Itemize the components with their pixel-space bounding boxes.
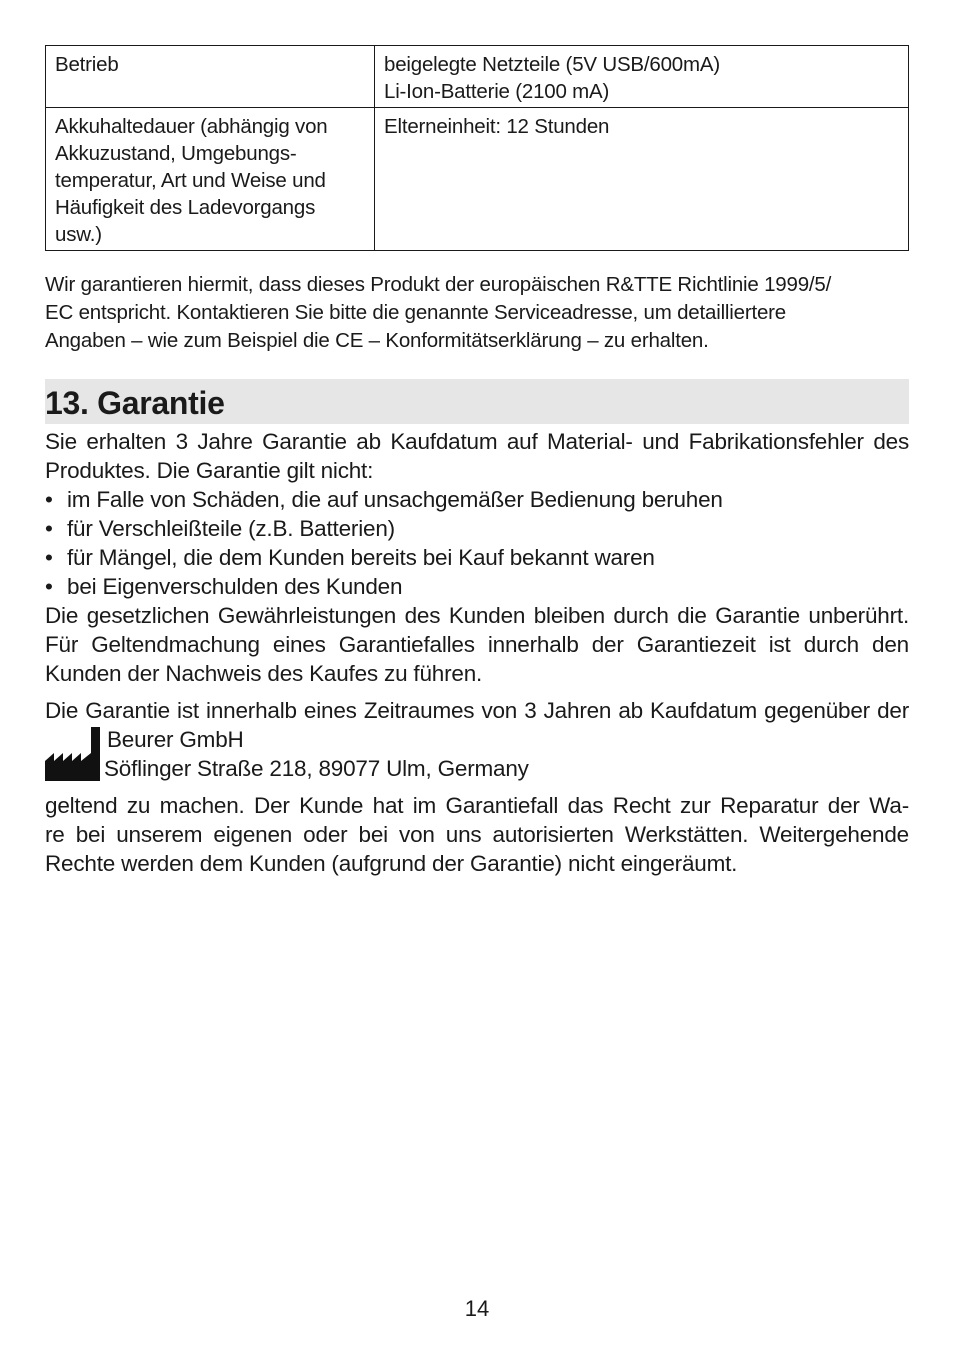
spec-table <box>45 45 909 251</box>
list-item-text: für Verschleißteile (z.B. Batterien) <box>67 516 395 541</box>
cell-line: Elterneinheit: 12 Stunden <box>384 115 610 138</box>
exclusion-list <box>45 485 909 601</box>
cell-line: usw.) <box>55 223 102 246</box>
bullet-icon: • <box>45 574 53 599</box>
table-cell-value <box>375 108 909 251</box>
bullet-icon: • <box>45 545 53 570</box>
cell-line: Betrieb <box>55 53 119 76</box>
table-row <box>46 46 909 108</box>
list-item <box>45 485 909 514</box>
note-line: Wir garantieren hiermit, dass dieses Produkt der europäischen R&TTE Richtlinie 1999/5/ <box>45 273 832 296</box>
table-row <box>46 108 909 251</box>
text-line: re bei unserem eigenen oder bei von uns autorisierten Werkstätten. Weitergehende <box>45 822 909 847</box>
section-title: 13. Garantie <box>45 385 225 421</box>
text-line: geltend zu machen. Der Kunde hat im Garantiefall das Recht zur Reparatur der Wa- <box>45 793 909 818</box>
list-item <box>45 572 909 601</box>
cell-line: Akkuhaltedauer (abhängig von <box>55 115 328 138</box>
text-line: Die Garantie ist innerhalb eines Zeitraumes von 3 Jahren ab Kaufdatum gegenüber der <box>45 698 909 723</box>
cell-line: Li-Ion-Batterie (2100 mA) <box>384 80 610 103</box>
cell-line: temperatur, Art und Weise und <box>55 169 326 192</box>
manufacturer-icon <box>45 727 100 781</box>
cell-line: Häufigkeit des Ladevorgangs <box>55 196 316 219</box>
text-line: Kunden der Nachweis des Kaufes zu führen. <box>45 661 483 686</box>
note-line: EC entspricht. Kontaktieren Sie bitte die genannte Serviceadresse, um detailliertere <box>45 301 786 324</box>
conformity-note <box>45 271 909 355</box>
table-cell-label <box>46 46 375 108</box>
text-line: Für Geltendmachung eines Garantiefalles innerhalb der Garantiezeit ist durch den <box>45 632 909 657</box>
table-cell-label <box>46 108 375 251</box>
manufacturer-street: Söflinger Straße 218, 89077 Ulm, Germany <box>104 756 529 781</box>
page-content <box>45 45 909 878</box>
list-item-text: im Falle von Schäden, die auf unsachgemäßer Bedienung beruhen <box>67 487 723 512</box>
bullet-icon: • <box>45 516 53 541</box>
list-item <box>45 514 909 543</box>
text-line: Produktes. Die Garantie gilt nicht: <box>45 458 374 483</box>
manufacturer-address <box>45 725 909 783</box>
repair-rights-paragraph <box>45 791 909 878</box>
cell-line: beigelegte Netzteile (5V USB/600mA) <box>384 53 720 76</box>
manufacturer-name: Beurer GmbH <box>107 727 244 752</box>
bullet-icon: • <box>45 487 53 512</box>
text-line: Die gesetzlichen Gewährleistungen des Kunden bleiben durch die Garantie unberührt. <box>45 603 909 628</box>
page-number: 14 <box>464 1296 490 1321</box>
text-line: Sie erhalten 3 Jahre Garantie ab Kaufdatum auf Material- und Fabrikationsfehler des <box>45 429 909 454</box>
warranty-intro <box>45 427 909 485</box>
statutory-rights-paragraph <box>45 601 909 688</box>
claim-period-paragraph <box>45 696 909 725</box>
cell-line: Akkuzustand, Umgebungs- <box>55 142 297 165</box>
list-item-text: für Mängel, die dem Kunden bereits bei Kauf bekannt waren <box>67 545 655 570</box>
warranty-text <box>45 427 909 878</box>
table-cell-value <box>375 46 909 108</box>
text-line: Rechte werden dem Kunden (aufgrund der Garantie) nicht eingeräumt. <box>45 851 738 876</box>
section-heading-bar <box>45 379 909 424</box>
list-item-text: bei Eigenverschulden des Kunden <box>67 574 403 599</box>
note-line: Angaben – wie zum Beispiel die CE – Konformitätserklärung – zu erhalten. <box>45 329 709 352</box>
list-item <box>45 543 909 572</box>
